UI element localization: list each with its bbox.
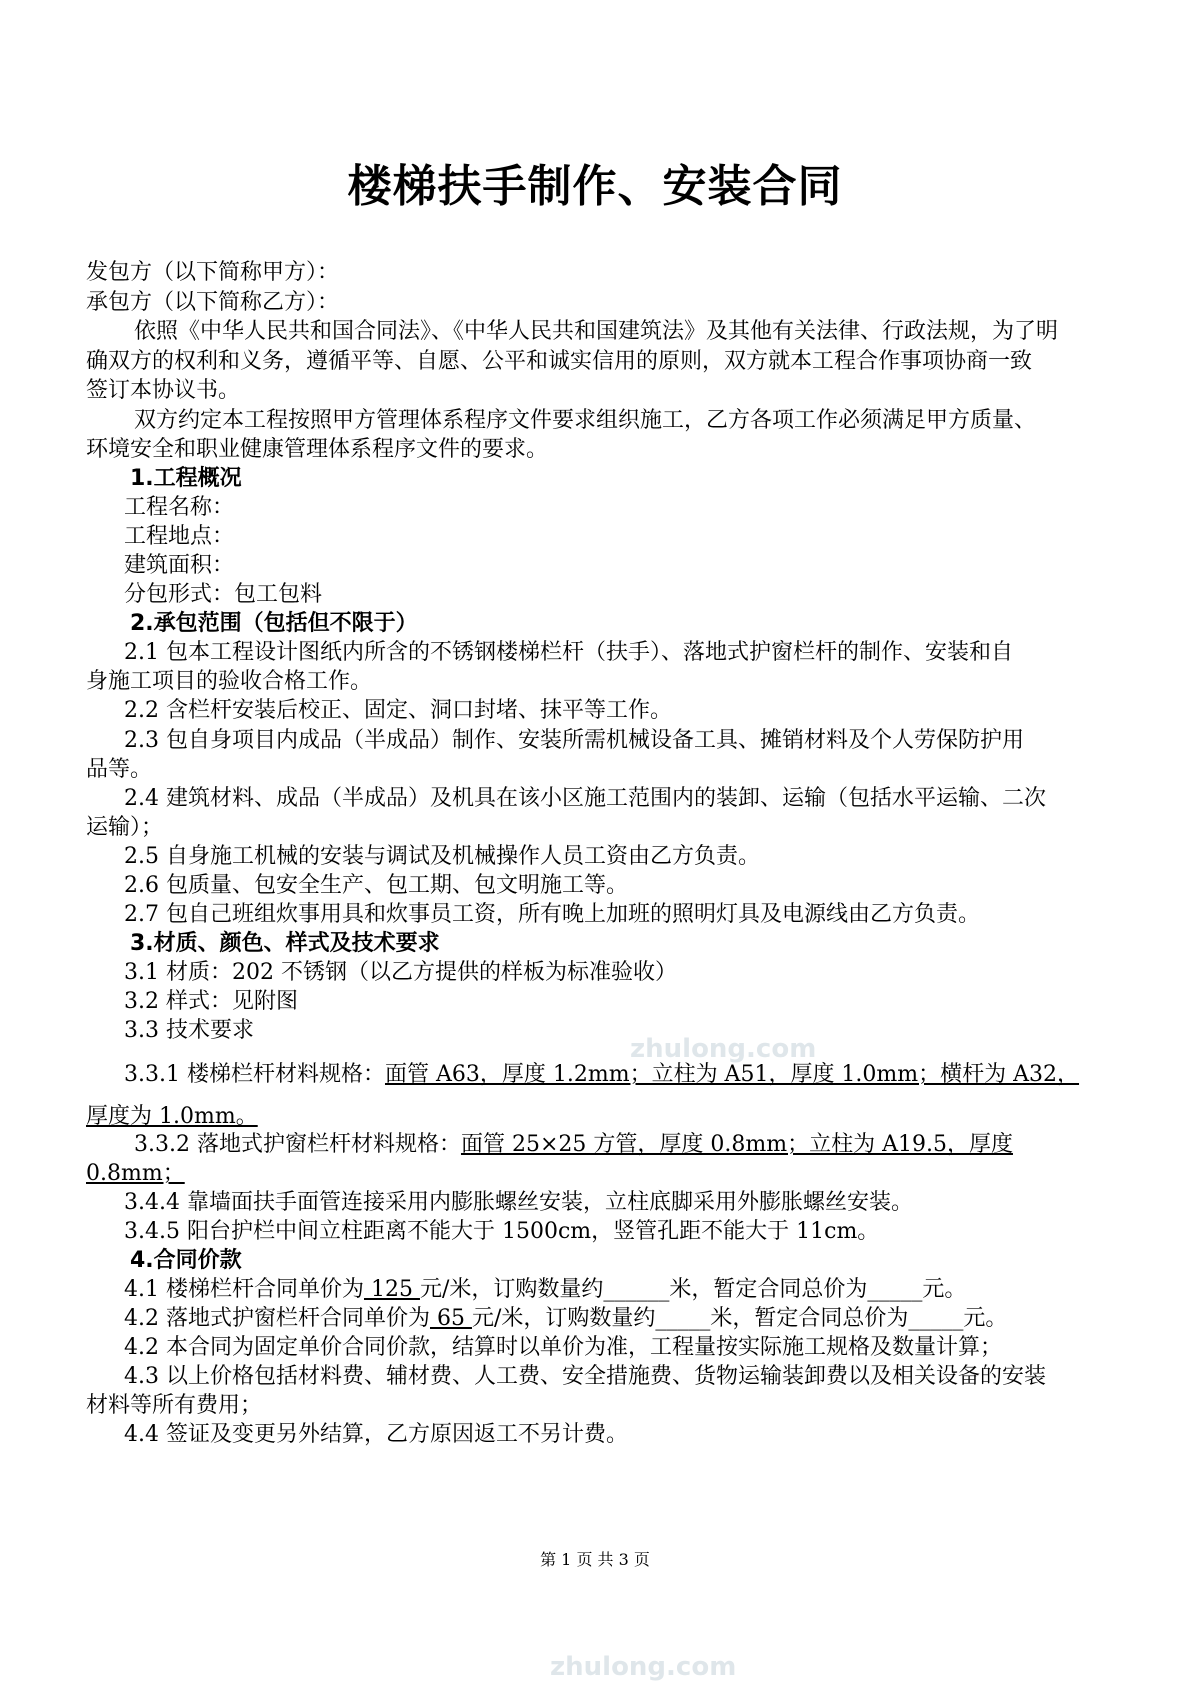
clause-line: 4.4 签证及变更另外结算，乙方原因返工不另计费。 — [124, 1422, 628, 1447]
price-text: 4.1 楼梯栏杆合同单价为 — [124, 1277, 364, 1302]
clause-line: 厚度为 1.0mm。 — [86, 1104, 258, 1129]
clause-line: 材料等所有费用； — [86, 1393, 263, 1418]
clause-line: 3.1 材质：202 不锈钢（以乙方提供的样板为标准验收） — [124, 960, 677, 985]
section-heading-2: 2.承包范围（包括但不限于） — [130, 611, 418, 636]
watermark: zhulong.com — [630, 1034, 817, 1064]
clause-line: 2.5 自身施工机械的安装与调试及机械操作人员工资由乙方负责。 — [124, 844, 760, 869]
section-heading-4: 4.合同价款 — [130, 1248, 242, 1273]
preamble-line: 确双方的权利和义务，遵循平等、自愿、公平和诚实信用的原则，双方就本工程合作事项协商一致 — [86, 349, 1033, 374]
preamble-line: 依照《中华人民共和国合同法》、《中华人民共和国建筑法》及其他有关法律、行政法规，为了明 — [134, 319, 1059, 344]
agreement-line: 双方约定本工程按照甲方管理体系程序文件要求组织施工，乙方各项工作必须满足甲方质量、 — [134, 408, 1037, 433]
clause-line: 2.3 包自身项目内成品（半成品）制作、安装所需机械设备工具、摊销材料及个人劳保防护用 — [124, 728, 1024, 753]
clause-line — [134, 1130, 1164, 1160]
page-footer: 第 1 页 共 3 页 — [540, 1550, 650, 1569]
spec-label: 3.3.2 落地式护窗栏杆材料规格： — [134, 1132, 461, 1157]
price-text: 米，暂定合同总价为 — [669, 1277, 868, 1302]
project-location-line: 工程地点： — [124, 524, 235, 549]
clause-line: 运输）； — [86, 815, 164, 840]
spec-value: 面管 A63，厚度 1.2mm；立柱为 A51，厚度 1.0mm；横杆为 A32， — [384, 1062, 1080, 1087]
unit-price: 65 — [429, 1306, 472, 1331]
price-line — [124, 1304, 1154, 1334]
clause-line: 3.4.4 靠墙面扶手面管连接采用内膨胀螺丝安装，立柱底脚采用外膨胀螺丝安装。 — [124, 1190, 913, 1215]
clause-line: 身施工项目的验收合格工作。 — [86, 669, 373, 694]
quantity-blank: ______ — [603, 1277, 670, 1302]
section-heading-1: 1.工程概况 — [130, 466, 242, 491]
clause-line — [124, 1060, 1154, 1090]
clause-line: 2.1 包本工程设计图纸内所含的不锈钢楼梯栏杆（扶手）、落地式护窗栏杆的制作、安装和自 — [124, 640, 1013, 665]
clause-line: 3.4.5 阳台护栏中间立柱距离不能大于 1500cm，竖管孔距不能大于 11cm。 — [124, 1219, 880, 1244]
clause-line: 3.3 技术要求 — [124, 1018, 254, 1043]
clause-line: 4.2 本合同为固定单价合同价款，结算时以单价为准，工程量按实际施工规格及数量计算； — [124, 1335, 1002, 1360]
clause-line: 0.8mm； — [86, 1161, 185, 1186]
clause-line: 品等。 — [86, 757, 153, 782]
subcontract-form-line: 分包形式：包工包料 — [124, 582, 323, 607]
party-b-line: 承包方（以下简称乙方）： — [86, 290, 340, 315]
section-heading-3: 3.材质、颜色、样式及技术要求 — [130, 931, 440, 956]
clause-line: 2.6 包质量、包安全生产、包工期、包文明施工等。 — [124, 873, 628, 898]
spec-value: 面管 25×25 方管，厚度 0.8mm；立柱为 A19.5，厚度 — [460, 1132, 1013, 1157]
watermark: zhulong.com — [550, 1652, 737, 1682]
price-text: 米，暂定合同总价为 — [710, 1306, 909, 1331]
price-text: 元/米，订购数量约 — [471, 1306, 656, 1331]
project-name-line: 工程名称： — [124, 495, 235, 520]
agreement-line: 环境安全和职业健康管理体系程序文件的要求。 — [86, 437, 549, 462]
clause-line: 2.2 含栏杆安装后校正、固定、洞口封堵、抹平等工作。 — [124, 698, 672, 723]
price-line — [124, 1275, 1154, 1305]
clause-line: 2.4 建筑材料、成品（半成品）及机具在该小区施工范围内的装卸、运输（包括水平运输、二次 — [124, 786, 1046, 811]
clause-line: 3.2 样式：见附图 — [124, 989, 298, 1014]
party-a-line: 发包方（以下简称甲方）： — [86, 260, 340, 285]
total-blank: _____ — [867, 1277, 923, 1302]
price-text: 元。 — [922, 1277, 967, 1302]
price-text: 元。 — [963, 1306, 1008, 1331]
total-blank: _____ — [908, 1306, 964, 1331]
quantity-blank: _____ — [655, 1306, 711, 1331]
price-text: 元/米，订购数量约 — [419, 1277, 604, 1302]
unit-price: 125 — [363, 1277, 420, 1302]
clause-line: 4.3 以上价格包括材料费、辅材费、人工费、安全措施费、货物运输装卸费以及相关设备的安装 — [124, 1364, 1046, 1389]
contract-title: 楼梯扶手制作、安装合同 — [347, 161, 843, 212]
clause-line: 2.7 包自己班组炊事用具和炊事员工资，所有晚上加班的照明灯具及电源线由乙方负责。 — [124, 902, 980, 927]
preamble-line: 签订本协议书。 — [86, 378, 241, 403]
spec-label: 3.3.1 楼梯栏杆材料规格： — [124, 1062, 385, 1087]
price-text: 4.2 落地式护窗栏杆合同单价为 — [124, 1306, 430, 1331]
building-area-line: 建筑面积： — [124, 553, 235, 578]
